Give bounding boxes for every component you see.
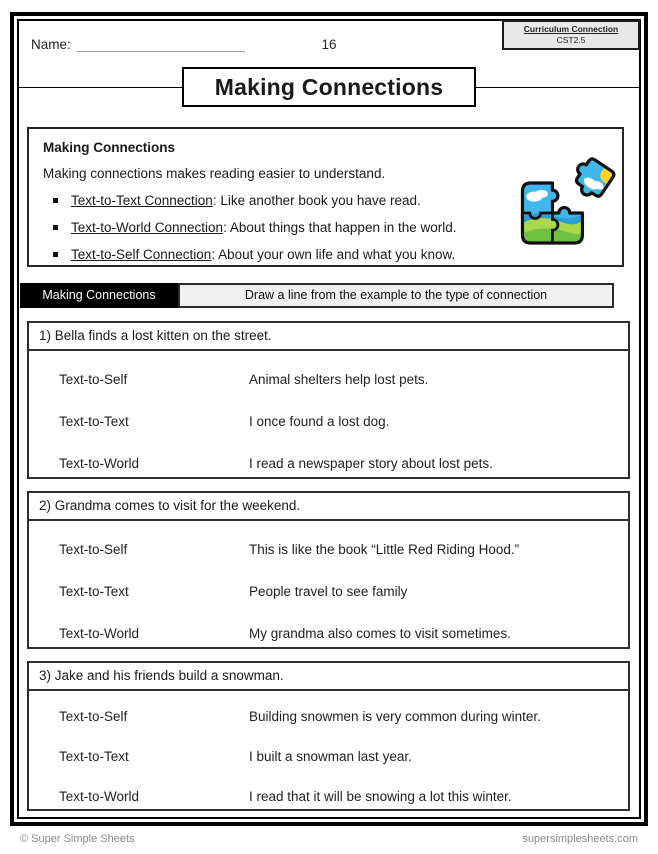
info-heading: Making Connections [43, 140, 176, 155]
match-row [29, 776, 628, 816]
curriculum-connection-box [502, 20, 640, 50]
example-text[interactable]: I read that it will be snowing a lot this winter. [249, 788, 512, 804]
inner-frame [17, 19, 641, 819]
page-number: 16 [321, 37, 337, 52]
section-instruction: Draw a line from the example to the type of connection [178, 283, 614, 308]
match-row [29, 358, 628, 400]
connection-term: Text-to-World Connection [71, 220, 224, 235]
match-row [29, 442, 628, 484]
connection-type-option[interactable]: Text-to-World [59, 625, 140, 641]
match-row [29, 736, 628, 776]
connection-type-option[interactable]: Text-to-Text [59, 583, 129, 599]
match-row [29, 528, 628, 570]
example-text[interactable]: Building snowmen is very common during winter. [249, 708, 541, 724]
connection-type-option[interactable]: Text-to-World [59, 788, 140, 804]
example-text[interactable]: This is like the book “Little Red Riding Hood.” [249, 541, 520, 557]
info-intro: Making connections makes reading easier to understand. [43, 166, 386, 181]
question-prompt: 3) Jake and his friends build a snowman. [29, 663, 628, 691]
example-text[interactable]: People travel to see family [249, 583, 408, 599]
question-box-1 [27, 321, 630, 479]
question-prompt: 1) Bella finds a lost kitten on the street. [29, 323, 628, 351]
connection-definition: : About things that happen in the world. [223, 220, 457, 235]
worksheet-page [10, 12, 648, 826]
copyright-text: © Super Simple Sheets [20, 833, 135, 845]
connection-type-option[interactable]: Text-to-Self [59, 708, 128, 724]
example-text[interactable]: I read a newspaper story about lost pets. [249, 455, 493, 471]
example-text[interactable]: I once found a lost dog. [249, 413, 390, 429]
curriculum-code: CST2.5 [556, 35, 586, 45]
match-row [29, 696, 628, 736]
puzzle-pieces-image [517, 153, 617, 253]
match-row [29, 400, 628, 442]
page-footer [20, 833, 638, 845]
example-text[interactable]: Animal shelters help lost pets. [249, 371, 429, 387]
example-text[interactable]: My grandma also comes to visit sometimes. [249, 625, 511, 641]
match-row [29, 570, 628, 612]
connection-definition: : Like another book you have read. [212, 193, 421, 208]
connection-term: Text-to-Text Connection [71, 193, 213, 208]
question-prompt: 2) Grandma comes to visit for the weekend. [29, 493, 628, 521]
connection-type-option[interactable]: Text-to-Self [59, 541, 128, 557]
name-label: Name: [31, 37, 71, 52]
curriculum-connection-title: Curriculum Connection [523, 24, 619, 34]
connection-definition: : About your own life and what you know. [211, 247, 456, 262]
puzzle-landscape-icon [517, 153, 617, 253]
section-header [20, 283, 614, 308]
website-link[interactable]: supersimplesheets.com [522, 833, 638, 845]
connection-type-option[interactable]: Text-to-World [59, 455, 140, 471]
info-box [27, 127, 624, 267]
title-band [19, 67, 639, 107]
connection-term: Text-to-Self Connection [71, 247, 212, 262]
connection-type-option[interactable]: Text-to-Text [59, 413, 129, 429]
connection-type-option[interactable]: Text-to-Self [59, 371, 128, 387]
example-text[interactable]: I built a snowman last year. [249, 748, 412, 764]
question-box-3 [27, 661, 630, 811]
section-label: Making Connections [20, 283, 178, 308]
match-row [29, 612, 628, 654]
connection-type-option[interactable]: Text-to-Text [59, 748, 129, 764]
page-title: Making Connections [182, 67, 476, 107]
question-box-2 [27, 491, 630, 649]
